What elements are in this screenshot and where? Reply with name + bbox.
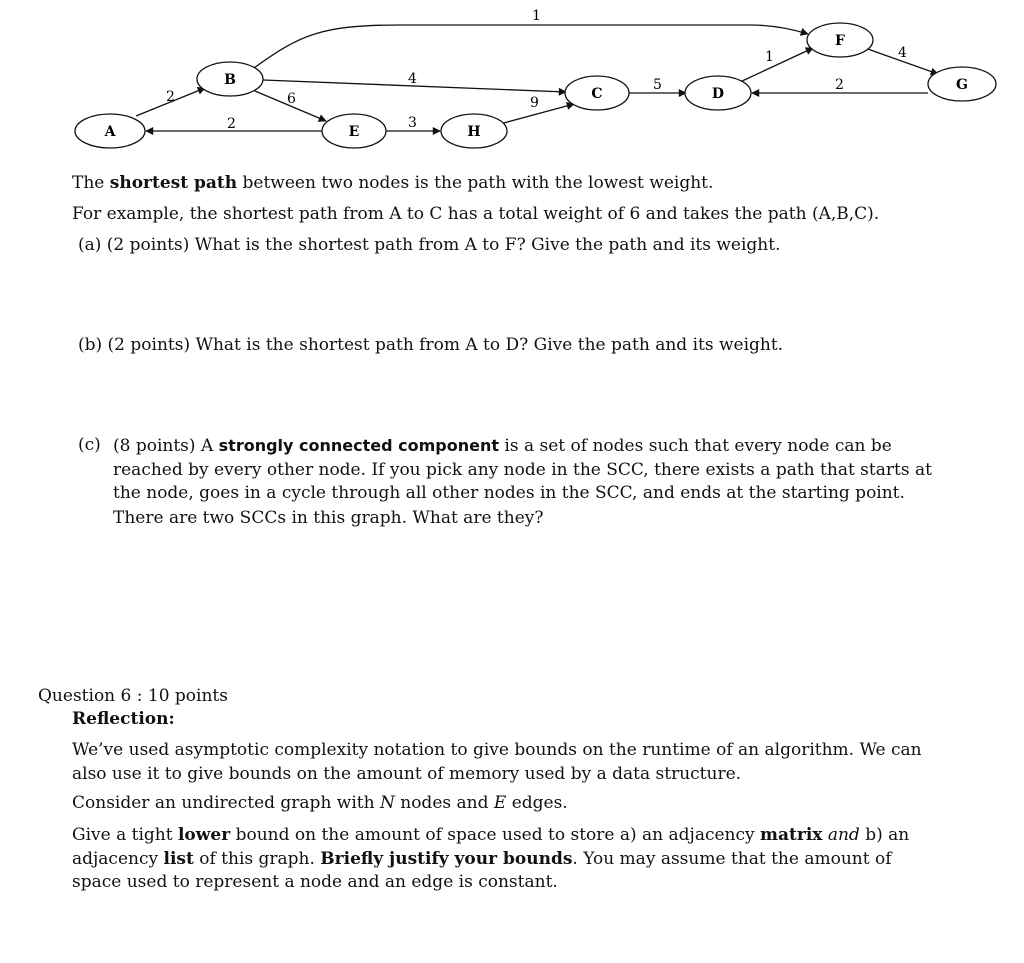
reflection-title: Reflection: [72,709,175,729]
edge-label-g-d: 2 [835,77,844,93]
definition-text-start: The [72,173,110,193]
node-c-label: C [591,86,603,102]
node-h-label: H [467,124,481,140]
task-matrix: matrix [760,825,823,845]
node-g [928,67,996,101]
edge-label-b-e: 6 [287,91,296,107]
question-c-ask: There are two SCCs in this graph. What are they? [113,508,544,528]
node-h [441,114,507,148]
graph-desc-2: nodes and [394,793,494,813]
edge-label-e-a: 2 [227,116,236,132]
edge-d-f [740,48,813,82]
reflection-paragraph-1: We’ve used asymptotic complexity notation to give bounds on the runtime of an algorithm. We can also use it to give bounds on the amount of memory used by a data structure. [72,740,922,784]
definition-term: shortest path [109,173,238,193]
node-e [322,114,386,148]
node-d-label: D [711,86,725,102]
task-and: and [822,825,860,845]
var-n: N [379,793,395,813]
shortest-path-example: For example, the shortest path from A to C has a total weight of 6 and takes the path (A,B,C). [72,204,880,224]
node-c [565,76,629,110]
question-b: (b) (2 points) What is the shortest path from A to D? Give the path and its weight. [78,335,784,355]
node-b-label: B [224,72,236,88]
edge-label-b-c: 4 [408,71,417,87]
question-c-text-1: (8 points) A [113,436,219,456]
graph-diagram [0,0,1024,160]
question-c-text-2: is a set of nodes such that every node can be reached by every other node. If you pick any node in the SCC, there exists a path that starts at the node, goes in a cycle through all other nodes in the SCC, and ends at the starting point. [113,436,932,503]
edge-label-e-h: 3 [408,115,417,131]
scc-term: strongly connected component [218,436,500,455]
edge-label-c-d: 5 [653,77,662,93]
question-c-label: (c) [78,435,101,455]
question-a: (a) (2 points) What is the shortest path from A to F? Give the path and its weight. [78,235,781,255]
task-text-3: b) an adjacency [72,825,910,869]
question-c-body [113,434,943,506]
graph-desc-1: Consider an undirected graph with [72,793,380,813]
node-a-label: A [104,124,116,140]
edge-label-a-b: 2 [166,89,175,105]
task-lower: lower [177,825,231,845]
edge-label-d-f: 1 [765,49,774,65]
task-list: list [163,848,194,869]
task-text-1: Give a tight [72,825,178,845]
graph-desc-3: edges. [506,793,568,813]
task-justify: Briefly justify your bounds [320,848,573,869]
node-b [197,62,263,96]
question-6-title [72,708,175,731]
question-6-header: Question 6 : 10 points [38,686,228,706]
node-f-label: F [835,33,845,49]
edge-label-h-c: 9 [530,95,539,111]
var-e: E [493,793,507,813]
node-d [685,76,751,110]
task-text-5: . You may assume that the amount of space used to represent a node and an edge is constant. [72,848,892,892]
node-f [807,23,873,57]
node-g-label: G [956,77,968,93]
edge-label-f-g: 4 [898,45,907,61]
reflection-paragraph-2 [72,792,568,815]
reflection-paragraph-3 [72,824,944,895]
node-a [75,114,145,148]
node-e-label: E [348,124,360,140]
definition-text-end: between two nodes is the path with the lowest weight. [237,173,714,193]
shortest-path-definition [72,172,713,195]
task-text-2: bound on the amount of space used to store a) an adjacency [230,825,761,845]
edge-label-b-f: 1 [532,8,541,24]
edge-b-f [254,25,808,68]
task-text-4: of this graph. [193,848,321,869]
